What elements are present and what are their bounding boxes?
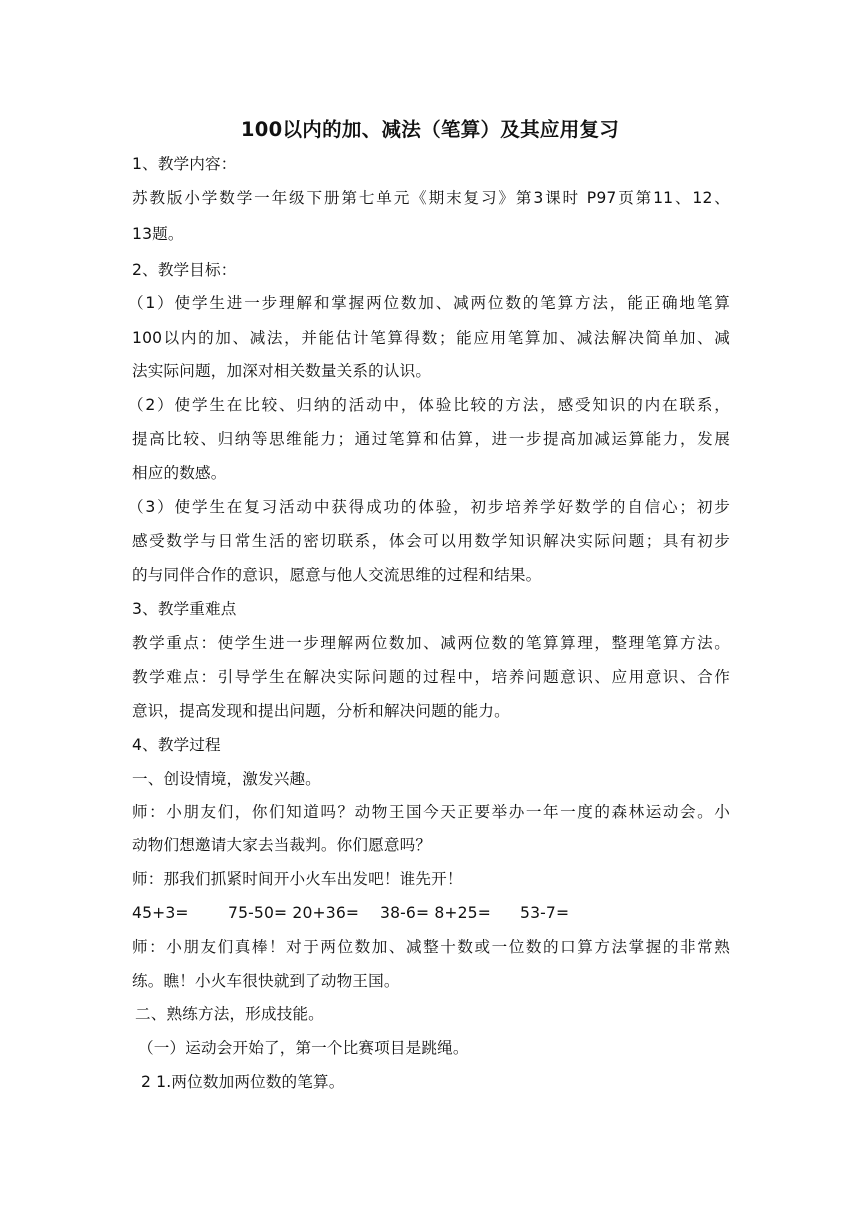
- goal-3-line-1: （3）使学生在复习活动中获得成功的体验，初步培养学好数学的自信心；初步: [128, 498, 730, 516]
- part-2-heading: 二、熟练方法，形成技能。: [135, 1005, 324, 1023]
- calc-item: 53-7=: [520, 904, 570, 922]
- teacher-line-1b: 动物们想邀请大家去当裁判。你们愿意吗？: [132, 836, 432, 854]
- goal-1-line-1: （1）使学生进一步理解和掌握两位数加、减两位数的笔算方法，能正确地笔算: [128, 294, 730, 312]
- key-point: 教学重点：使学生进一步理解两位数加、减两位数的笔算算理，整理笔算方法。: [132, 634, 730, 652]
- goal-2-line-2: 提高比较、归纳等思维能力；通过笔算和估算，进一步提高加减运算能力，发展: [132, 430, 730, 448]
- goal-2-line-1: （2）使学生在比较、归纳的活动中，体验比较的方法，感受知识的内在联系，: [128, 396, 730, 414]
- calc-item: 75-50= 20+36=: [228, 904, 360, 922]
- subsection-1-item: 2 1.两位数加两位数的笔算。: [141, 1073, 345, 1091]
- section-3-heading: 3、教学重难点: [132, 600, 237, 618]
- subsection-1: （一）运动会开始了，第一个比赛项目是跳绳。: [138, 1039, 469, 1057]
- part-1-heading: 一、创设情境，激发兴趣。: [132, 770, 321, 788]
- section-1-heading: 1、教学内容：: [132, 155, 237, 173]
- difficulty-line-2: 意识，提高发现和提出问题，分析和解决问题的能力。: [132, 702, 510, 720]
- section-4-heading: 4、教学过程: [132, 736, 221, 754]
- goal-1-line-2: 100以内的加、减法，并能估计笔算得数；能应用笔算加、减法解决简单加、减: [132, 329, 730, 347]
- goal-3-line-3: 的与同伴合作的意识，愿意与他人交流思维的过程和结果。: [132, 566, 542, 584]
- goal-3-line-2: 感受数学与日常生活的密切联系，体会可以用数学知识解决实际问题；具有初步: [132, 532, 730, 550]
- calc-item: 38-6= 8+25=: [380, 904, 491, 922]
- section-1-body-line-2: 13题。: [132, 225, 184, 243]
- section-2-heading: 2、教学目标：: [132, 261, 237, 279]
- difficulty-line-1: 教学难点：引导学生在解决实际问题的过程中，培养问题意识、应用意识、合作: [132, 668, 730, 686]
- goal-2-line-3: 相应的数感。: [132, 464, 227, 482]
- teacher-line-3b: 练。瞧！小火车很快就到了动物王国。: [132, 972, 400, 990]
- teacher-line-3a: 师：小朋友们真棒！对于两位数加、减整十数或一位数的口算方法掌握的非常熟: [132, 938, 730, 956]
- teacher-line-2: 师：那我们抓紧时间开小火车出发吧！谁先开！: [132, 870, 463, 888]
- oral-calculation-row: [132, 902, 732, 924]
- goal-1-line-3: 法实际问题，加深对相关数量关系的认识。: [132, 362, 432, 380]
- page-title: 100以内的加、减法（笔算）及其应用复习: [240, 118, 620, 141]
- calc-item: 45+3=: [132, 904, 189, 922]
- section-1-body-line-1: 苏教版小学数学一年级下册第七单元《期末复习》第3课时 P97页第11、12、: [132, 189, 730, 207]
- teacher-line-1a: 师：小朋友们，你们知道吗？动物王国今天正要举办一年一度的森林运动会。小: [132, 803, 730, 821]
